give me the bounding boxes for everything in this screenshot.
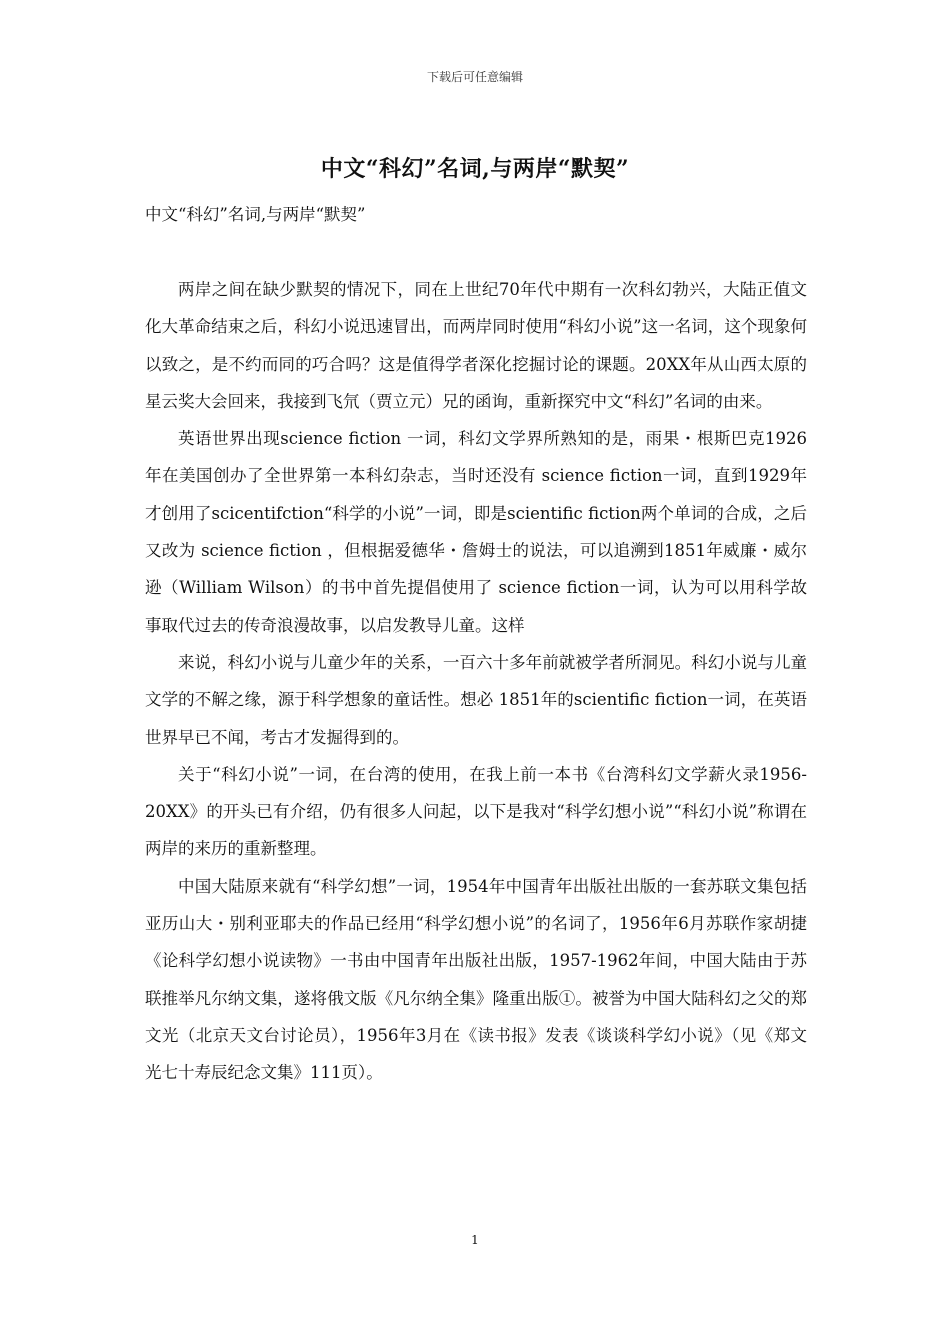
paragraph: 英语世界出现science fiction 一词，科幻文学界所熟知的是，雨果・根斯巴克1926年在美国创办了全世界第一本科幻杂志，当时还没有 science fiction一词，直到1929年才创用了scicentifction“科学的小说”一词，即是scientific fiction两个单词的合成，之后又改为 science fiction ，但根据爱德华・詹姆士的说法，可以追溯到1851年威廉・威尔逊（William Wilson）的书中首先提倡使用了 science fiction一词，认为可以用科学故事取代过去的传奇浪漫故事，以启发教导儿童。这样 <box>145 429 807 635</box>
document-title: 中文“科幻”名词,与两岸“默契” <box>320 156 630 182</box>
paragraph: 中国大陆原来就有“科学幻想”一词，1954年中国青年出版社出版的一套苏联文集包括亚历山大・别利亚耶夫的作品已经用“科学幻想小说”的名词了，1956年6月苏联作家胡捷《论科学幻想小说读物》一书由中国青年出版社出版，1957-1962年间，中国大陆由于苏联推举凡尔纳文集，遂将俄文版《凡尔纳全集》隆重出版①。被誉为中国大陆科幻之父的郑文光（北京天文台讨论员），1956年3月在《读书报》发表《谈谈科学幻小说》（见《郑文光七十寿辰纪念文集》111页）。 <box>145 876 807 1083</box>
paragraph: 关于“科幻小说”一词，在台湾的使用，在我上前一本书《台湾科幻文学薪火录1956-20XX》的开头已有介绍，仍有很多人问起，以下是我对“科学幻想小说”“科幻小说”称谓在两岸的来历的重新整理。 <box>145 764 807 859</box>
paragraph: 两岸之间在缺少默契的情况下，同在上世纪70年代中期有一次科幻勃兴，大陆正值文化大革命结束之后，科幻小说迅速冒出，而两岸同时使用“科幻小说”这一名词，这个现象何以致之，是不约而同的巧合吗？这是值得学者深化挖掘讨论的课题。20XX年从山西太原的星云奖大会回来，我接到飞氘（贾立元）兄的函询，重新探究中文“科幻”名词的由来。 <box>145 280 807 411</box>
document-subtitle: 中文“科幻”名词,与两岸“默契” <box>145 205 366 224</box>
document-body <box>145 271 807 1092</box>
page-number: 1 <box>471 1233 479 1247</box>
page-header-note: 下载后可任意编辑 <box>426 70 523 84</box>
paragraph: 来说，科幻小说与儿童少年的关系，一百六十多年前就被学者所洞见。科幻小说与儿童文学的不解之缘，源于科学想象的童话性。想必 1851年的scientific fiction一词，在英语世界早已不闻，考古才发掘得到的。 <box>145 652 807 747</box>
